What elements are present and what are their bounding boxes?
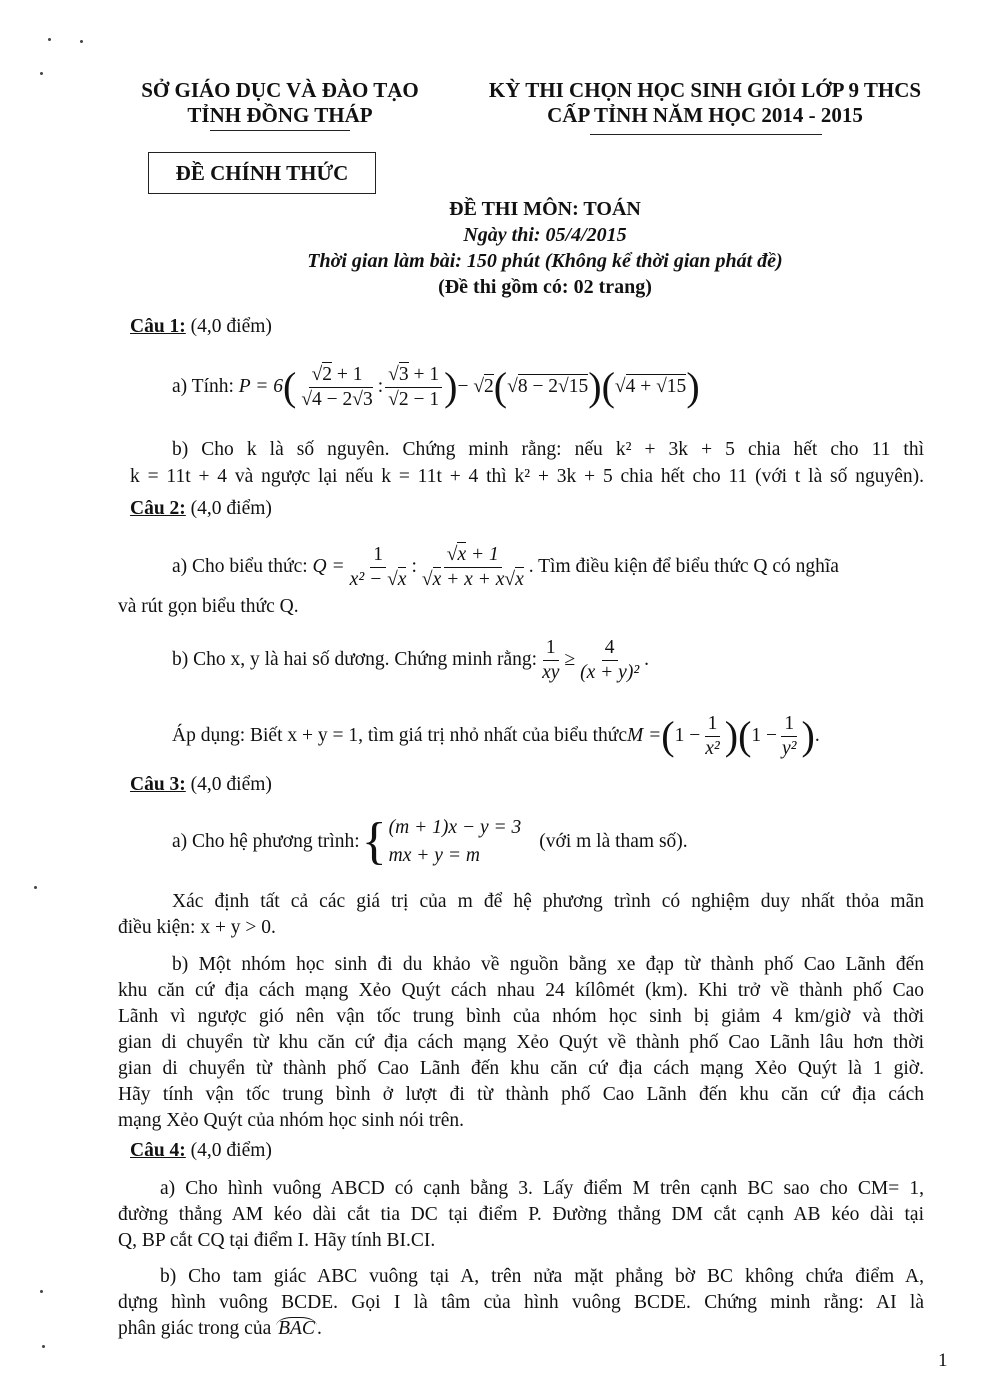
exam-date: Ngày thi: 05/4/2015 — [463, 224, 627, 246]
question-3a-prefix: a) Cho hệ phương trình: — [172, 831, 360, 852]
question-2a-suffix: . Tìm điều kiện để biểu thức Q có nghĩa — [528, 556, 839, 577]
page-number: 1 — [938, 1350, 948, 1371]
question-1-points: (4,0 điểm) — [185, 316, 272, 337]
formula-p: P = 6 — [233, 376, 284, 397]
question-4-points: (4,0 điểm) — [185, 1140, 272, 1161]
question-3b-line: gian di chuyển từ thành phố Cao Lãnh đến khu căn cứ địa cách mạng Xẻo Quýt là 1 giờ. — [118, 1058, 924, 1079]
question-3a — [172, 812, 688, 872]
scan-speck — [48, 38, 51, 41]
question-2b — [172, 628, 649, 692]
formula-period: . — [814, 725, 820, 746]
question-2a — [172, 536, 839, 598]
question-4b-line: dựng hình vuông BCDE. Gọi I là tâm của hình vuông BCDE. Chứng minh rằng: AI là — [118, 1292, 924, 1313]
formula-fraction: $\frac{1}{\text{x² − √x}}$ — [349, 543, 407, 590]
equation-2: mx + y = m — [388, 845, 480, 866]
formula-paren: )( — [724, 713, 752, 758]
question-2-apply — [172, 706, 820, 766]
formula-paren: )( — [588, 364, 615, 409]
formula-term: 1 − — [751, 725, 778, 746]
exam-header — [455, 78, 955, 128]
formula-term: 1 − — [674, 725, 701, 746]
question-1-heading — [130, 316, 272, 338]
question-4a-line: a) Cho hình vuông ABCD có cạnh bằng 3. Lấy điểm M trên cạnh BC sao cho CM= 1, — [160, 1178, 924, 1199]
question-4-label: Câu 4: — [130, 1140, 186, 1161]
question-1b-line-2: k = 11t + 4 và ngược lại nếu k = 11t + 4 thì k² + 3k + 5 chia hết cho 11 (với t là số nguyên). — [130, 466, 924, 487]
question-3b-line: mạng Xẻo Quýt của nhóm học sinh nói trên. — [118, 1110, 465, 1131]
scan-speck — [42, 1345, 45, 1348]
question-3b-line: Lãnh vì ngược gió nên vận tốc trung bình của nhóm học sinh bị giảm 4 km/giờ và thời — [118, 1006, 924, 1027]
header-underline-left — [210, 130, 350, 131]
question-4b — [118, 1264, 924, 1342]
formula-fraction: $\frac{1}{\text{x²}}$ — [705, 712, 720, 759]
question-1-label: Câu 1: — [130, 316, 186, 337]
province-name: TỈNH ĐỒNG THÁP — [187, 103, 373, 127]
department-name: SỞ GIÁO DỤC VÀ ĐÀO TẠO — [141, 78, 419, 102]
formula-fraction: $\frac{1}{\text{y²}}$ — [782, 712, 797, 759]
question-3a-line-3: điều kiện: x + y > 0. — [118, 917, 276, 938]
exam-pages: (Đề thi gồm có: 02 trang) — [438, 276, 652, 298]
question-1b-line-1: b) Cho k là số nguyên. Chứng minh rằng: nếu k² + 3k + 5 chia hết cho 11 thì — [172, 439, 924, 460]
formula-term: √8 − 2√15 — [507, 376, 589, 397]
formula-period: . — [644, 649, 650, 670]
formula-paren: ( — [493, 364, 508, 409]
question-4-heading — [130, 1140, 272, 1162]
question-4a — [118, 1176, 924, 1254]
department-header — [120, 78, 440, 128]
official-label: ĐỀ CHÍNH THỨC — [175, 160, 349, 185]
formula-fraction: $\frac{√2 + 1}{√4 - 2√3}$ — [301, 363, 373, 410]
question-2b-prefix: b) Cho x, y là hai số dương. Chứng minh rằng: — [172, 649, 538, 670]
question-3b — [118, 952, 924, 1134]
exam-year: CẤP TỈNH NĂM HỌC 2014 - 2015 — [547, 103, 863, 127]
system-brace: { — [361, 813, 387, 870]
exam-duration: Thời gian làm bài: 150 phút (Không kể thời gian phát đề) — [307, 250, 783, 272]
formula-m: M = — [627, 725, 662, 746]
formula-colon: : — [377, 376, 384, 397]
question-2-points: (4,0 điểm) — [185, 498, 272, 519]
formula-paren: ) — [686, 364, 700, 409]
question-3b-line: b) Một nhóm học sinh đi du khảo về nguồn bằng xe đạp từ thành phố Cao Lãnh đến — [172, 954, 924, 975]
formula-fraction: $\frac{1}{xy}$ — [542, 636, 560, 683]
scan-speck — [80, 40, 83, 43]
question-1a — [172, 352, 700, 422]
question-1a-prefix: a) Tính: — [172, 376, 234, 397]
question-4b-last-line — [118, 1316, 924, 1342]
formula-colon: : — [411, 556, 417, 577]
exam-subject: ĐỀ THI MÔN: TOÁN — [449, 198, 641, 220]
question-3-label: Câu 3: — [130, 774, 186, 795]
scan-speck — [40, 72, 43, 75]
formula-paren: ) — [444, 364, 458, 409]
question-3b-line: khu căn cứ địa cách mạng Xẻo Quýt cách nhau 24 kílômét (km). Khi trở về thành phố Cao — [118, 980, 924, 1001]
formula-paren: ( — [283, 364, 297, 409]
formula-paren: ) — [801, 713, 815, 758]
question-3a-suffix: (với m là tham số). — [539, 831, 688, 852]
question-3b-line: gian di chuyển từ khu căn cứ địa cách mạng Xẻo Quýt về thành phố Cao Lãnh lâu hơn thời — [118, 1032, 924, 1053]
question-4b-last-prefix: phân giác trong của — [118, 1318, 277, 1339]
question-4a-line: Q, BP cắt CQ tại điểm I. Hãy tính BI.CI. — [118, 1230, 436, 1251]
formula-paren: ( — [661, 713, 675, 758]
scan-speck — [40, 1290, 43, 1293]
official-box — [148, 152, 376, 194]
question-3-points: (4,0 điểm) — [185, 774, 272, 795]
question-4b-last-suffix: . — [316, 1318, 322, 1339]
equation-system — [389, 814, 522, 870]
question-2-apply-prefix: Áp dụng: Biết x + y = 1, tìm giá trị nhỏ nhất của biểu thức — [172, 725, 627, 746]
formula-term: − √2 — [457, 376, 494, 397]
equation-1: (m + 1)x − y = 3 — [388, 817, 522, 838]
question-2-heading — [130, 498, 272, 520]
formula-fraction: $\frac{4}{\text{(x + y)²}}$ — [580, 636, 640, 683]
question-2a-prefix: a) Cho biểu thức: — [172, 556, 308, 577]
exam-info — [280, 196, 810, 300]
formula-fraction: $\frac{√x + 1}{√x + x + x√x}$ — [421, 543, 524, 590]
question-4b-line: b) Cho tam giác ABC vuông tại A, trên nửa mặt phẳng bờ BC không chứa điểm A, — [160, 1266, 924, 1287]
formula-fraction: $\frac{√3 + 1}{√2 - 1}$ — [385, 363, 442, 412]
question-3a-line-2: Xác định tất cả các giá trị của m để hệ phương trình có nghiệm duy nhất thỏa mãn — [172, 891, 924, 912]
header-underline-right — [590, 134, 822, 135]
angle-bac: BAC — [278, 1318, 315, 1339]
scan-speck — [34, 886, 37, 889]
formula-term: √4 + √15 — [614, 376, 687, 397]
formula-geq: ≥ — [564, 649, 576, 670]
question-3b-line: Hãy tính vận tốc trung bình ở lượt đi từ thành phố Cao Lãnh đến khu căn cứ địa cách — [118, 1084, 924, 1105]
question-2a-line-2: và rút gọn biểu thức Q. — [118, 596, 299, 617]
question-3-heading — [130, 774, 272, 796]
formula-q: Q = — [307, 556, 345, 577]
question-2-label: Câu 2: — [130, 498, 186, 519]
question-4a-line: đường thẳng AM kéo dài cắt tia DC tại điểm P. Đường thẳng DM cắt cạnh AB kéo dài tại — [118, 1204, 924, 1225]
exam-title: KỲ THI CHỌN HỌC SINH GIỎI LỚP 9 THCS — [488, 78, 922, 102]
